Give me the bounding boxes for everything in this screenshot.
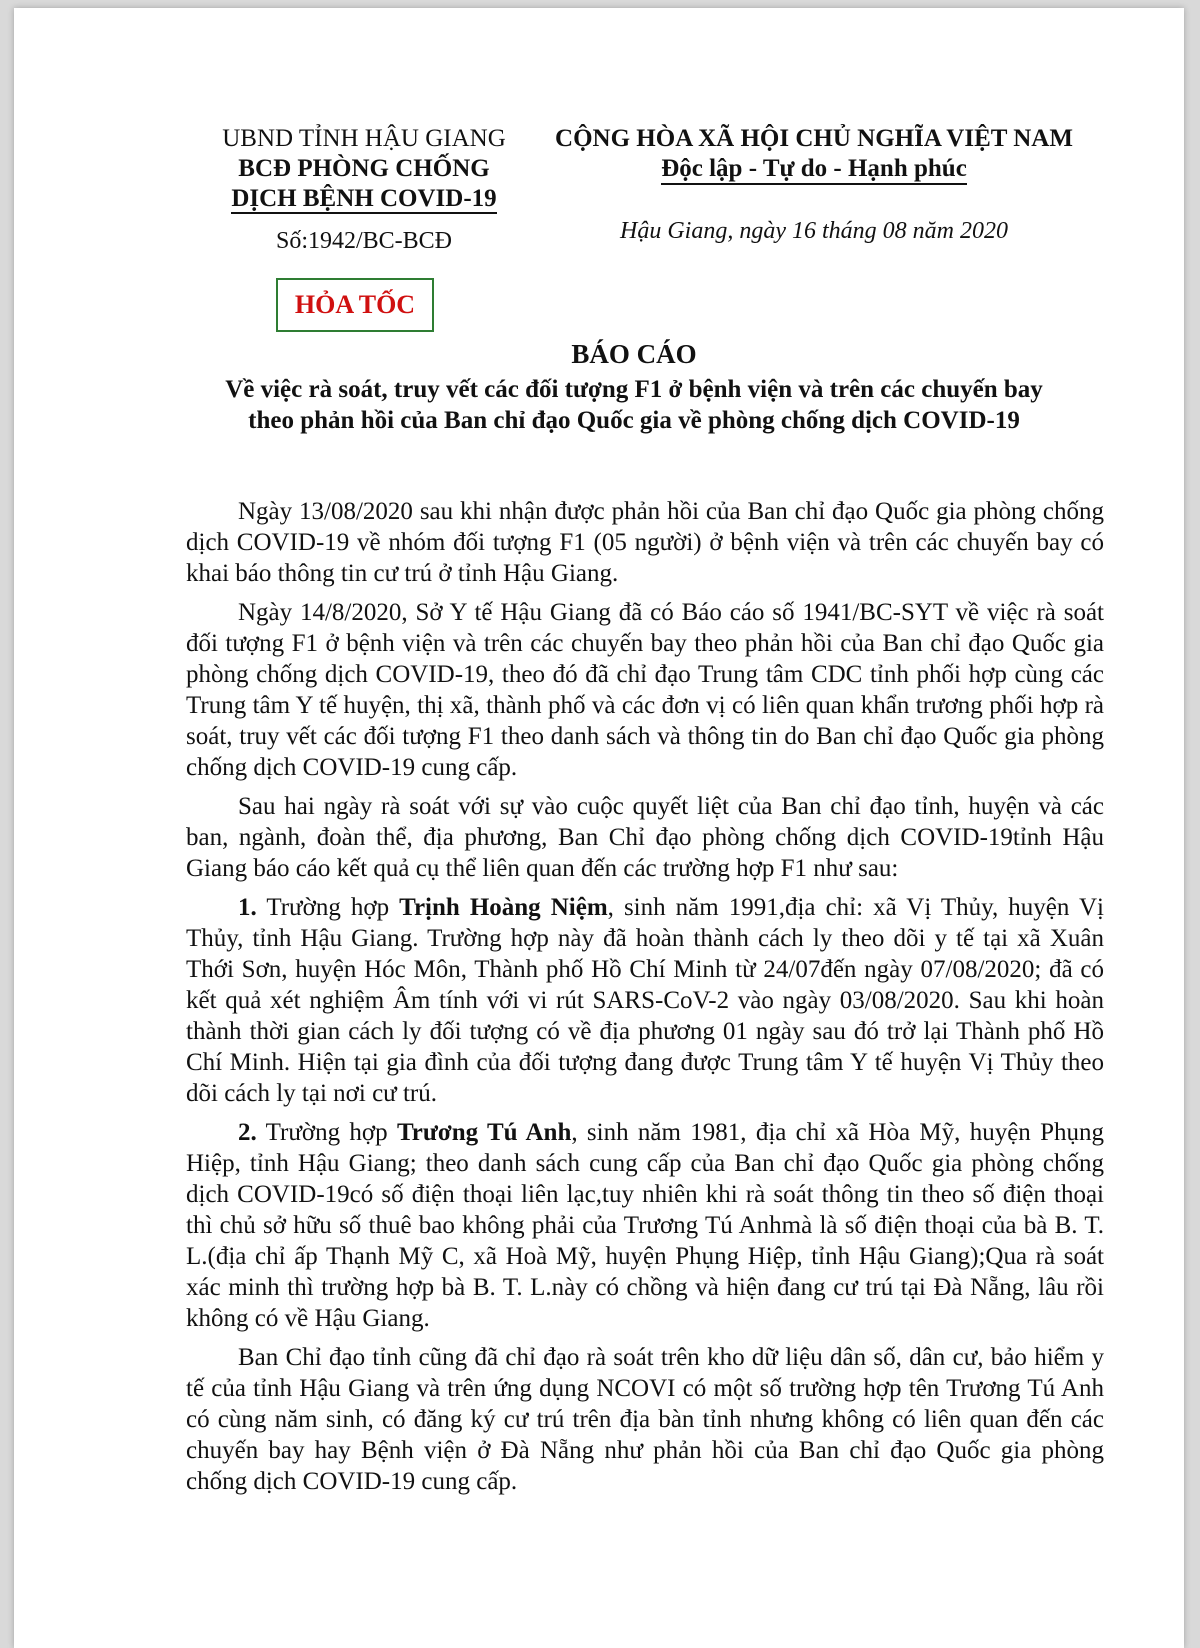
steering-committee-line1: BCĐ PHÒNG CHỐNG	[238, 155, 490, 182]
case-2-name: Trương Tú Anh	[396, 1119, 572, 1146]
province-committee: UBND TỈNH HẬU GIANG	[222, 125, 506, 152]
case-2-number: 2.	[238, 1119, 257, 1146]
case-1-prefix: Trường hợp	[256, 894, 400, 921]
place-date-line: Hậu Giang, ngày 16 tháng 08 năm 2020	[620, 218, 1008, 244]
paragraph-intro: Ngày 13/08/2020 sau khi nhận được phản hồi của Ban chỉ đạo Quốc gia phòng chống dịch COVID-19 về nhóm đối tượng F1 (05 người) ở bệnh viện và trên các chuyến bay có khai báo thông tin cư trú ở tỉnh Hậu Giang.	[186, 498, 1104, 587]
case-1-name: Trịnh Hoàng Niệm	[399, 894, 608, 921]
steering-committee-line2	[204, 184, 524, 214]
national-motto: Độc lập - Tự do - Hạnh phúc	[661, 155, 967, 185]
nation-name: CỘNG HÒA XÃ HỘI CHỦ NGHĨA VIỆT NAM	[555, 125, 1073, 152]
document-title: BÁO CÁO	[571, 339, 697, 369]
issuing-authority-block	[204, 124, 524, 256]
document-subtitle	[134, 374, 1134, 436]
case-1	[186, 892, 1104, 1109]
case-2	[186, 1117, 1104, 1334]
urgent-stamp: HỎA TỐC	[276, 278, 434, 332]
subtitle-line-1: Về việc rà soát, truy vết các đối tượng F1 ở bệnh viện và trên các chuyến bay	[225, 376, 1043, 403]
case-1-number: 1.	[238, 894, 257, 921]
case-2-prefix: Trường hợp	[256, 1119, 397, 1146]
motto-line	[534, 154, 1094, 185]
document-number: Số:1942/BC-BCĐ	[275, 228, 453, 254]
case-2-text: , sinh năm 1981, địa chỉ xã Hòa Mỹ, huyện Phụng Hiệp, tỉnh Hậu Giang; theo danh sách cung cấp của Ban chỉ đạo Quốc gia phòng chống dịch COVID-19có số điện thoại liên lạc,tuy nhiên khi rà soát thông tin theo số điện thoại thì chủ sở hữu số thuê bao không phải của Trương Tú Anhmà là số điện thoại của bà B. T. L.(địa chỉ ấp Thạnh Mỹ C, xã Hoà Mỹ, huyện Phụng Hiệp, tỉnh Hậu Giang);Qua rà soát xác minh thì trường hợp bà B. T. L.này có chồng và hiện đang cư trú tại Đà Nẵng, lâu rồi không có về Hậu Giang.	[186, 1119, 1105, 1332]
paragraph-results: Sau hai ngày rà soát với sự vào cuộc quyết liệt của Ban chỉ đạo tỉnh, huyện và các ban, ngành, đoàn thể, địa phương, Ban Chỉ đạo phòng chống dịch COVID-19tỉnh Hậu Giang báo cáo kết quả cụ thể liên quan đến các trường hợp F1 như sau:	[186, 793, 1104, 882]
case-1-text: , sinh năm 1991,địa chỉ: xã Vị Thủy, huyện Vị Thủy, tỉnh Hậu Giang. Trường hợp này đã hoàn thành cách ly theo dõi y tế tại xã Xuân Thới Sơn, huyện Hóc Môn, Thành phố Hồ Chí Minh từ 24/07đến ngày 07/08/2020; đã có kết quả xét nghiệm Âm tính với vi rút SARS-CoV-2 vào ngày 03/08/2020. Sau khi hoàn thành thời gian cách ly đối tượng có về địa phương 01 ngày sau đó trở lại Thành phố Hồ Chí Minh. Hiện tại gia đình của đối tượng đang được Trung tâm Y tế huyện Vị Thủy theo dõi cách ly tại nơi cư trú.	[186, 894, 1104, 1107]
national-header-block	[534, 124, 1094, 185]
steering-committee-line2-text: DỊCH BỆNH COVID-19	[231, 185, 497, 212]
paragraph-health-dept: Ngày 14/8/2020, Sở Y tế Hậu Giang đã có Báo cáo số 1941/BC-SYT về việc rà soát đối tượng F1 ở bệnh viện và trên các chuyến bay theo phản hồi của Ban chỉ đạo Quốc gia phòng chống dịch COVID-19, theo đó đã chỉ đạo Trung tâm CDC tỉnh phối hợp cùng các Trung tâm Y tế huyện, thị xã, thành phố và các đơn vị có liên quan khẩn trương phối hợp rà soát, truy vết các đối tượng F1 theo danh sách và thông tin do Ban chỉ đạo Quốc gia phòng chống dịch COVID-19 cung cấp.	[186, 599, 1104, 781]
paragraph-database-check: Ban Chỉ đạo tỉnh cũng đã chỉ đạo rà soát trên kho dữ liệu dân số, dân cư, bảo hiểm y tế của tỉnh Hậu Giang và trên ứng dụng NCOVI có một số trường hợp tên Trương Tú Anh có cùng năm sinh, có đăng ký cư trú trên địa bàn tỉnh nhưng không có liên quan đến các chuyến bay hay Bệnh viện ở Đà Nẵng như phản hồi của Ban chỉ đạo Quốc gia phòng chống dịch COVID-19 cung cấp.	[186, 1344, 1104, 1495]
subtitle-line-2: theo phản hồi của Ban chỉ đạo Quốc gia về phòng chống dịch COVID-19	[248, 407, 1020, 434]
report-body	[186, 496, 1104, 1505]
document-page	[14, 8, 1184, 1648]
